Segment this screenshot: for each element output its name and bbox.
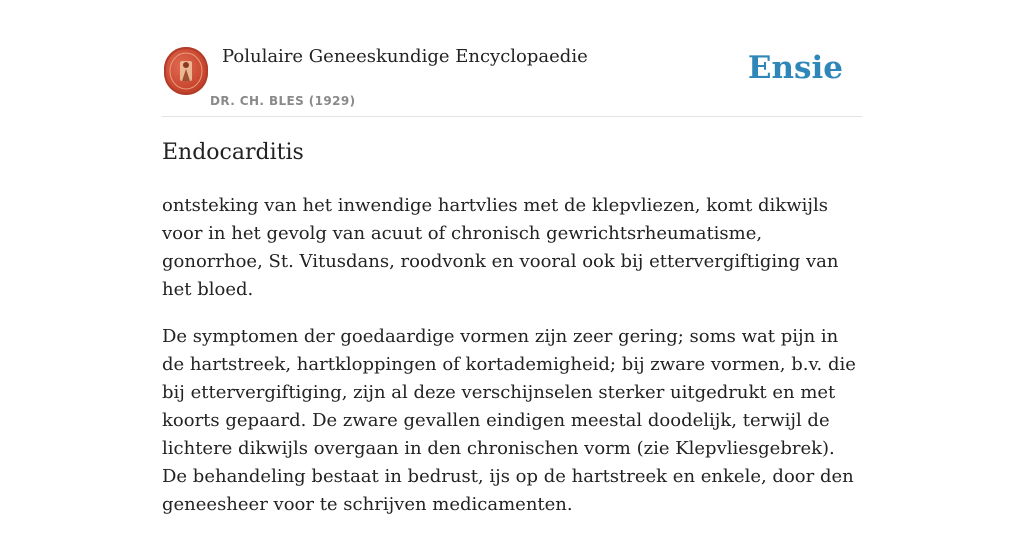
brand-logo[interactable]: Ensie xyxy=(747,50,843,86)
header xyxy=(162,0,862,117)
book-title[interactable]: Polulaire Geneeskundige Encyclopaedie xyxy=(222,46,588,67)
article-body xyxy=(162,192,862,538)
article-paragraph: ontsteking van het inwendige hartvlies met de klepvliezen, komt dikwijls voor in het gevolg van acuut of chronisch gewrichtsrheumatisme, gonorrhoe, St. Vitusdans, roodvonk en vooral ook bij ettervergiftiging van het bloed. xyxy=(162,195,839,300)
article-title: Endocarditis xyxy=(162,140,304,165)
page-container xyxy=(162,0,862,515)
encyclopedia-seal-icon[interactable] xyxy=(164,47,208,95)
book-author: DR. CH. BLES (1929) xyxy=(210,94,356,108)
article-paragraph: De symptomen der goedaardige vormen zijn zeer gering; soms wat pijn in de hartstreek, hartkloppingen of kortademigheid; bij zware vormen, b.v. die bij ettervergiftiging, zijn al deze verschijnselen sterker uitgedrukt en met koorts gepaard. De zware gevallen eindigen meestal doodelijk, terwijl de lichtere dikwijls overgaan in den chronischen vorm (zie Klepvliesgebrek). De behandeling bestaat in bedrust, ijs op de hartstreek en enkele, door den geneesheer voor te schrijven medicamenten. xyxy=(162,326,856,515)
